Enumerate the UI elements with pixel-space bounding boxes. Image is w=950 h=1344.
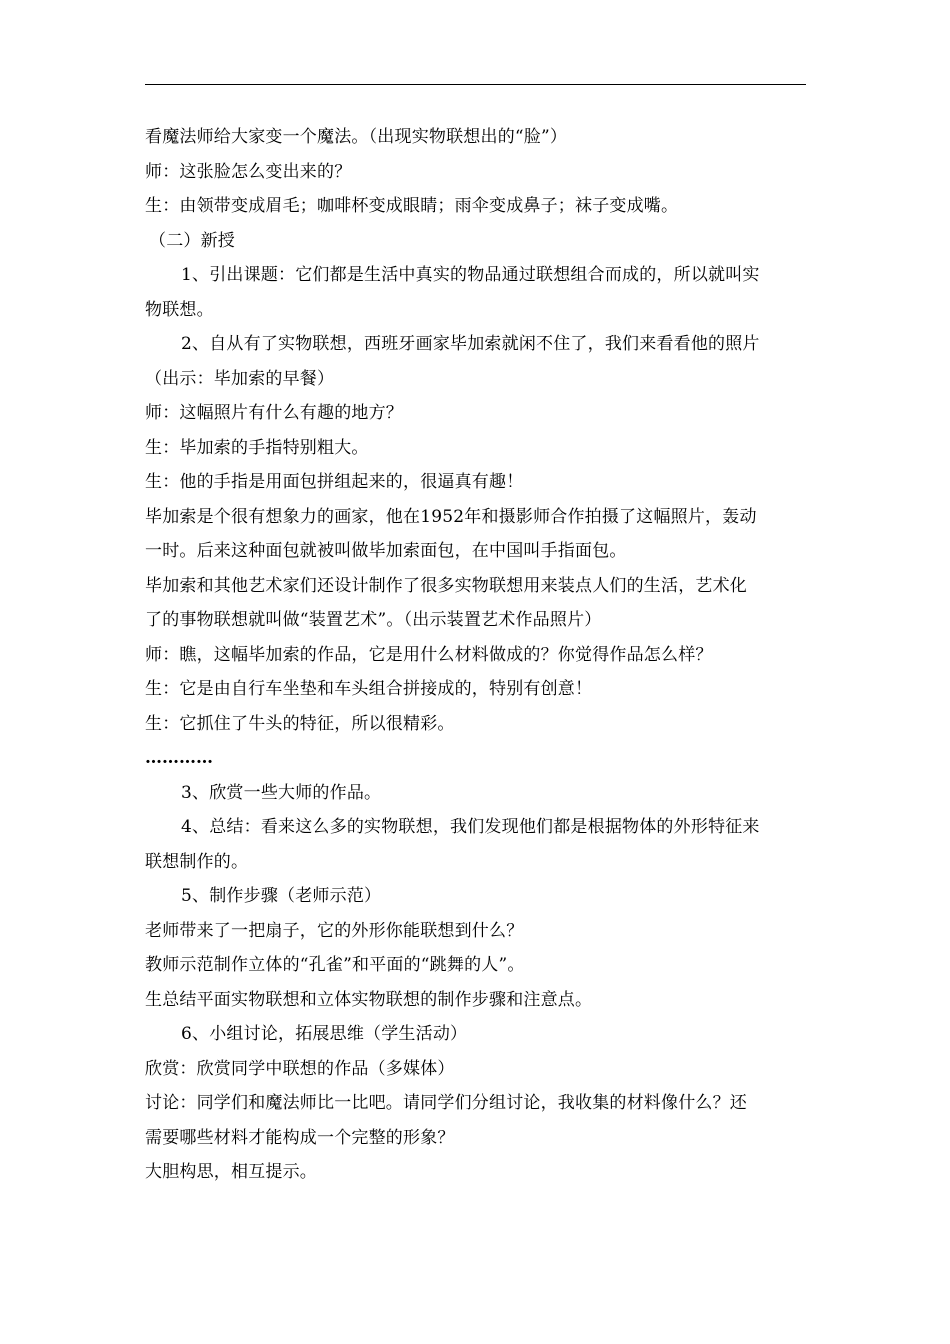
text-line: 了的事物联想就叫做“装置艺术”。（出示装置艺术作品照片） [145,610,602,630]
text-line: 欣赏：欣赏同学中联想的作品（多媒体） [145,1058,455,1079]
student-line: 生：它是由自行车坐垫和车头组合拼接成的，特别有创意！ [145,679,593,699]
numbered-item: 1、引出课题：它们都是生活中真实的物品通过联想组合而成的，所以就叫实 [181,265,760,285]
text-line: 联想制作的。 [145,851,249,872]
text-line: 讨论：同学们和魔法师比一比吧。请同学们分组讨论，我收集的材料像什么？还 [145,1093,747,1113]
text-line: 物联想。 [145,299,214,320]
student-line: 生：它抓住了牛头的特征，所以很精彩。 [145,713,455,734]
text-line: 看魔法师给大家变一个魔法。（出现实物联想出的“脸”） [145,127,568,147]
teacher-line: 师：这张脸怎么变出来的？ [145,161,352,182]
text-line: （出示：毕加索的早餐） [145,368,335,389]
text-line: 生总结平面实物联想和立体实物联想的制作步骤和注意点。 [145,989,593,1010]
teacher-line: 师：瞧，这幅毕加索的作品，它是用什么材料做成的？你觉得作品怎么样？ [145,644,713,665]
text-line: 老师带来了一把扇子，它的外形你能联想到什么？ [145,920,524,941]
teacher-line: 师：这幅照片有什么有趣的地方？ [145,403,403,423]
student-line: 生：由领带变成眉毛；咖啡杯变成眼睛；雨伞变成鼻子；袜子变成嘴。 [145,196,679,216]
numbered-item: 5、制作步骤（老师示范） [181,886,382,906]
numbered-item: 6、小组讨论，拓展思维（学生活动） [181,1024,468,1044]
section-heading: （二）新授 [149,230,235,251]
document-body [145,120,810,1190]
header-rule [145,84,806,85]
student-line: 生：毕加索的手指特别粗大。 [145,437,369,458]
text-line: 毕加索和其他艺术家们还设计制作了很多实物联想用来装点人们的生活，艺术化 [145,575,747,596]
text-line: 毕加索是个很有想象力的画家，他在1952年和摄影师合作拍摄了这幅照片，轰动 [145,506,757,527]
numbered-item: 2、自从有了实物联想，西班牙画家毕加索就闲不住了，我们来看看他的照片 [181,334,760,354]
student-line: 生：他的手指是用面包拼组起来的，很逼真有趣！ [145,472,524,492]
text-line: 大胆构思，相互提示。 [145,1162,317,1182]
numbered-item: 3、欣赏一些大师的作品。 [181,782,382,803]
numbered-item: 4、总结：看来这么多的实物联想，我们发现他们都是根据物体的外形特征来 [181,817,760,837]
text-line: 教师示范制作立体的“孔雀”和平面的“跳舞的人”。 [145,955,525,975]
ellipsis: ………… [145,748,213,768]
text-line: 一时。后来这种面包就被叫做毕加索面包，在中国叫手指面包。 [145,541,627,561]
text-line: 需要哪些材料才能构成一个完整的形象？ [145,1127,455,1148]
